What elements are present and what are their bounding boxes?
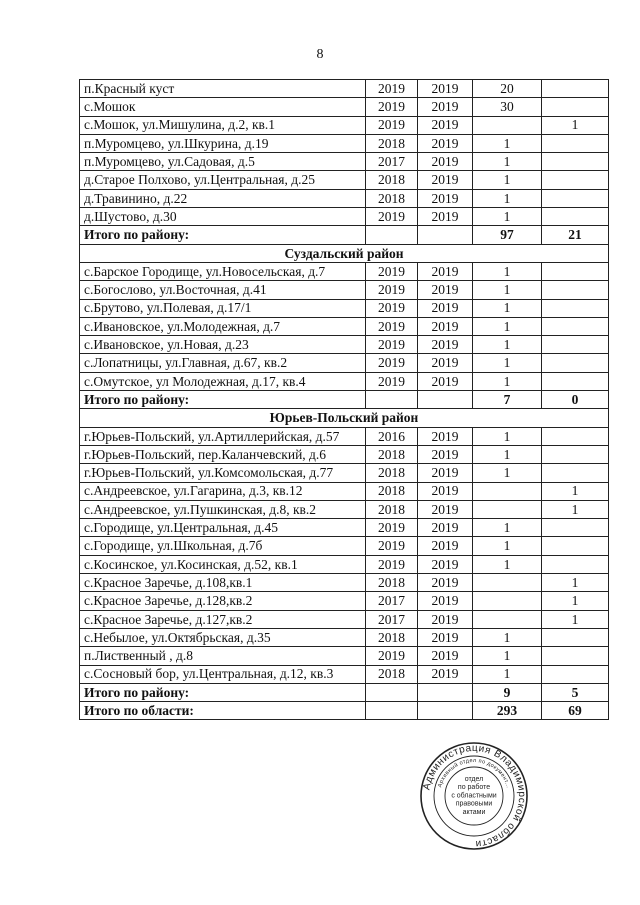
table-row: [80, 336, 609, 354]
table-row: [80, 317, 609, 335]
year-2-cell: 2019: [418, 80, 473, 98]
year-2-cell: 2019: [418, 116, 473, 134]
year-1-cell: 2019: [366, 116, 418, 134]
year-2-cell: 2019: [418, 610, 473, 628]
address-cell: с.Красное Заречье, д.108,кв.1: [80, 574, 366, 592]
count-b-cell: [542, 262, 609, 280]
table-row: [80, 574, 609, 592]
year-1-cell: 2016: [366, 427, 418, 445]
address-cell: г.Юрьев-Польский, ул.Комсомольская, д.77: [80, 464, 366, 482]
year-2-cell: 2019: [418, 262, 473, 280]
stamp-center-line: по работе: [457, 784, 491, 792]
year-2-cell: [418, 683, 473, 701]
year-2-cell: 2019: [418, 134, 473, 152]
year-1-cell: 2019: [366, 336, 418, 354]
count-a-cell: 1: [473, 336, 542, 354]
count-a-cell: 1: [473, 262, 542, 280]
count-a-cell: [473, 116, 542, 134]
table-row: [80, 134, 609, 152]
stamp-center-line: актами: [462, 808, 486, 816]
year-2-cell: 2019: [418, 482, 473, 500]
count-b-cell: [542, 464, 609, 482]
table-row: [80, 299, 609, 317]
year-1-cell: 2018: [366, 464, 418, 482]
year-2-cell: 2019: [418, 98, 473, 116]
address-cell: с.Городище, ул.Школьная, д.7б: [80, 537, 366, 555]
address-cell: д.Травинино, д.22: [80, 189, 366, 207]
total-row: [80, 683, 609, 701]
year-1-cell: 2019: [366, 281, 418, 299]
count-a-cell: 1: [473, 519, 542, 537]
address-cell: с.Богослово, ул.Восточная, д.41: [80, 281, 366, 299]
count-b-cell: 0: [542, 391, 609, 409]
count-b-cell: 21: [542, 226, 609, 244]
count-b-cell: [542, 555, 609, 573]
year-2-cell: [418, 226, 473, 244]
count-a-cell: 1: [473, 208, 542, 226]
count-a-cell: 1: [473, 171, 542, 189]
count-a-cell: 1: [473, 153, 542, 171]
year-1-cell: 2019: [366, 555, 418, 573]
year-2-cell: 2019: [418, 153, 473, 171]
district-name: Суздальский район: [80, 244, 609, 262]
address-cell: с.Ивановское, ул.Молодежная, д.7: [80, 317, 366, 335]
year-1-cell: [366, 702, 418, 720]
year-1-cell: 2019: [366, 519, 418, 537]
count-a-cell: 20: [473, 80, 542, 98]
count-b-cell: 69: [542, 702, 609, 720]
address-cell: с.Лопатницы, ул.Главная, д.67, кв.2: [80, 354, 366, 372]
count-b-cell: [542, 647, 609, 665]
year-2-cell: 2019: [418, 647, 473, 665]
address-cell: п.Муромцево, ул.Шкурина, д.19: [80, 134, 366, 152]
count-a-cell: 1: [473, 134, 542, 152]
year-1-cell: [366, 226, 418, 244]
address-cell: п.Лиственный , д.8: [80, 647, 366, 665]
year-2-cell: 2019: [418, 336, 473, 354]
table-row: [80, 354, 609, 372]
year-2-cell: 2019: [418, 427, 473, 445]
table-row: [80, 537, 609, 555]
count-a-cell: 1: [473, 628, 542, 646]
address-cell: с.Омутское, ул Молодежная, д.17, кв.4: [80, 372, 366, 390]
count-a-cell: 1: [473, 281, 542, 299]
year-1-cell: 2018: [366, 574, 418, 592]
year-1-cell: 2019: [366, 80, 418, 98]
address-cell: с.Сосновый бор, ул.Центральная, д.12, кв.3: [80, 665, 366, 683]
count-a-cell: 1: [473, 189, 542, 207]
stamp-inner-ring-text: Архивный отдел по документ...: [437, 757, 511, 789]
address-cell: с.Красное Заречье, д.128,кв.2: [80, 592, 366, 610]
address-cell: с.Ивановское, ул.Новая, д.23: [80, 336, 366, 354]
year-2-cell: 2019: [418, 665, 473, 683]
table-row: [80, 445, 609, 463]
count-a-cell: 1: [473, 427, 542, 445]
count-a-cell: 1: [473, 537, 542, 555]
table-row: [80, 555, 609, 573]
year-2-cell: 2019: [418, 317, 473, 335]
table-row: [80, 647, 609, 665]
table-row: [80, 80, 609, 98]
count-a-cell: 7: [473, 391, 542, 409]
year-2-cell: 2019: [418, 299, 473, 317]
table-row: [80, 116, 609, 134]
count-a-cell: [473, 500, 542, 518]
year-1-cell: 2019: [366, 262, 418, 280]
year-1-cell: 2019: [366, 647, 418, 665]
count-a-cell: [473, 610, 542, 628]
total-row: [80, 391, 609, 409]
count-a-cell: 1: [473, 464, 542, 482]
count-b-cell: [542, 519, 609, 537]
count-b-cell: [542, 445, 609, 463]
address-cell: Итого по району:: [80, 683, 366, 701]
address-cell: д.Старое Полхово, ул.Центральная, д.25: [80, 171, 366, 189]
count-b-cell: [542, 189, 609, 207]
count-b-cell: [542, 628, 609, 646]
year-2-cell: [418, 391, 473, 409]
count-a-cell: 1: [473, 647, 542, 665]
year-1-cell: 2018: [366, 665, 418, 683]
count-b-cell: 1: [542, 116, 609, 134]
year-1-cell: [366, 683, 418, 701]
district-header-row: [80, 244, 609, 262]
year-1-cell: 2019: [366, 317, 418, 335]
count-b-cell: [542, 153, 609, 171]
count-b-cell: [542, 317, 609, 335]
year-2-cell: 2019: [418, 592, 473, 610]
count-b-cell: 5: [542, 683, 609, 701]
year-1-cell: 2018: [366, 134, 418, 152]
year-1-cell: 2018: [366, 189, 418, 207]
address-cell: д.Шустово, д.30: [80, 208, 366, 226]
year-2-cell: 2019: [418, 537, 473, 555]
count-b-cell: [542, 281, 609, 299]
count-a-cell: 1: [473, 299, 542, 317]
count-a-cell: [473, 592, 542, 610]
table-row: [80, 171, 609, 189]
count-b-cell: [542, 299, 609, 317]
table-row: [80, 665, 609, 683]
table-row: [80, 153, 609, 171]
count-b-cell: [542, 665, 609, 683]
address-cell: с.Небылое, ул.Октябрьская, д.35: [80, 628, 366, 646]
year-2-cell: 2019: [418, 555, 473, 573]
year-1-cell: 2019: [366, 537, 418, 555]
address-cell: Итого по району:: [80, 226, 366, 244]
table-row: [80, 500, 609, 518]
address-cell: г.Юрьев-Польский, пер.Каланчевский, д.6: [80, 445, 366, 463]
year-1-cell: 2018: [366, 445, 418, 463]
address-cell: с.Мошок, ул.Мишулина, д.2, кв.1: [80, 116, 366, 134]
address-cell: с.Красное Заречье, д.127,кв.2: [80, 610, 366, 628]
count-a-cell: 9: [473, 683, 542, 701]
count-b-cell: [542, 427, 609, 445]
stamp-ring-text: Администрация Владимирской области: [421, 742, 528, 850]
stamp-center-line: с областными: [451, 792, 497, 800]
year-1-cell: 2017: [366, 592, 418, 610]
table-row: [80, 592, 609, 610]
year-1-cell: 2019: [366, 354, 418, 372]
address-cell: с.Барское Городище, ул.Новосельская, д.7: [80, 262, 366, 280]
count-a-cell: 1: [473, 555, 542, 573]
year-2-cell: 2019: [418, 445, 473, 463]
district-name: Юрьев-Польский район: [80, 409, 609, 427]
year-2-cell: 2019: [418, 464, 473, 482]
district-header-row: [80, 409, 609, 427]
address-cell: г.Юрьев-Польский, ул.Артиллерийская, д.57: [80, 427, 366, 445]
count-b-cell: [542, 171, 609, 189]
year-1-cell: [366, 391, 418, 409]
table-row: [80, 208, 609, 226]
table-row: [80, 281, 609, 299]
year-1-cell: 2018: [366, 171, 418, 189]
address-cell: с.Городище, ул.Центральная, д.45: [80, 519, 366, 537]
year-1-cell: 2017: [366, 153, 418, 171]
year-2-cell: 2019: [418, 574, 473, 592]
year-2-cell: 2019: [418, 354, 473, 372]
count-b-cell: 1: [542, 574, 609, 592]
address-cell: с.Мошок: [80, 98, 366, 116]
count-a-cell: 1: [473, 665, 542, 683]
stamp-center-line: отдел: [464, 776, 484, 783]
count-b-cell: [542, 537, 609, 555]
year-2-cell: 2019: [418, 500, 473, 518]
year-1-cell: 2019: [366, 372, 418, 390]
year-2-cell: 2019: [418, 372, 473, 390]
address-cell: с.Андреевское, ул.Гагарина, д.3, кв.12: [80, 482, 366, 500]
table-row: [80, 372, 609, 390]
table-row: [80, 464, 609, 482]
address-cell: Итого по району:: [80, 391, 366, 409]
year-2-cell: 2019: [418, 519, 473, 537]
address-cell: с.Косинское, ул.Косинская, д.52, кв.1: [80, 555, 366, 573]
count-b-cell: [542, 80, 609, 98]
table-row: [80, 262, 609, 280]
count-a-cell: [473, 482, 542, 500]
total-row: [80, 226, 609, 244]
count-a-cell: [473, 574, 542, 592]
year-1-cell: 2018: [366, 482, 418, 500]
year-2-cell: 2019: [418, 628, 473, 646]
year-2-cell: 2019: [418, 171, 473, 189]
count-b-cell: [542, 98, 609, 116]
table-row: [80, 610, 609, 628]
year-1-cell: 2018: [366, 500, 418, 518]
count-b-cell: 1: [542, 610, 609, 628]
address-cell: с.Брутово, ул.Полевая, д.17/1: [80, 299, 366, 317]
table-row: [80, 427, 609, 445]
count-b-cell: [542, 354, 609, 372]
count-a-cell: 1: [473, 354, 542, 372]
table-row: [80, 519, 609, 537]
table-row: [80, 98, 609, 116]
count-b-cell: 1: [542, 482, 609, 500]
housing-table: [79, 79, 609, 720]
year-2-cell: 2019: [418, 189, 473, 207]
count-a-cell: 1: [473, 445, 542, 463]
count-a-cell: 1: [473, 317, 542, 335]
year-1-cell: 2019: [366, 98, 418, 116]
year-2-cell: 2019: [418, 208, 473, 226]
year-1-cell: 2019: [366, 208, 418, 226]
count-b-cell: 1: [542, 500, 609, 518]
table-row: [80, 482, 609, 500]
year-2-cell: [418, 702, 473, 720]
count-b-cell: [542, 336, 609, 354]
address-cell: п.Муромцево, ул.Садовая, д.5: [80, 153, 366, 171]
year-1-cell: 2018: [366, 628, 418, 646]
address-cell: Итого по области:: [80, 702, 366, 720]
table-row: [80, 189, 609, 207]
count-b-cell: [542, 208, 609, 226]
stamp-seal: [419, 741, 529, 851]
year-2-cell: 2019: [418, 281, 473, 299]
address-cell: с.Андреевское, ул.Пушкинская, д.8, кв.2: [80, 500, 366, 518]
year-1-cell: 2019: [366, 299, 418, 317]
table-row: [80, 628, 609, 646]
count-a-cell: 1: [473, 372, 542, 390]
total-row: [80, 702, 609, 720]
count-b-cell: 1: [542, 592, 609, 610]
count-a-cell: 97: [473, 226, 542, 244]
count-b-cell: [542, 372, 609, 390]
address-cell: п.Красный куст: [80, 80, 366, 98]
count-a-cell: 293: [473, 702, 542, 720]
page-number: 8: [316, 47, 324, 62]
stamp-center-line: правовыми: [455, 800, 493, 808]
year-1-cell: 2017: [366, 610, 418, 628]
count-b-cell: [542, 134, 609, 152]
count-a-cell: 30: [473, 98, 542, 116]
